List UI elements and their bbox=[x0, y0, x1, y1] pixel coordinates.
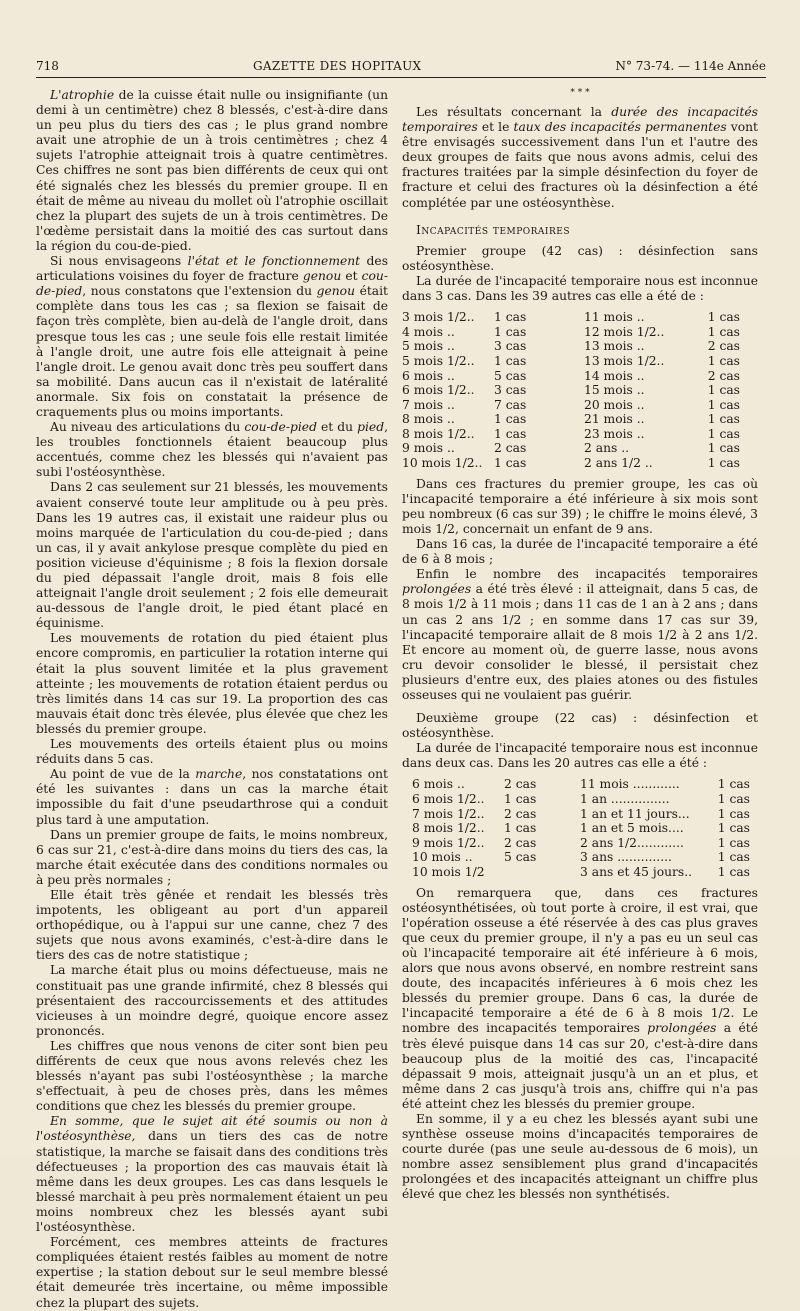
table-cell: 1 cas bbox=[707, 383, 740, 398]
group1-durations-table bbox=[402, 310, 740, 471]
table-row bbox=[412, 836, 750, 851]
table-row bbox=[402, 339, 740, 354]
paragraph-en-somme: En somme, que le sujet ait été soumis ou non à l'ostéosynthèse, dans un tiers des cas de notre statistique, la marche se faisait dans des conditions très défectueuses ; la proportion des cas mauvais était là même dans les deux groupes. Les cas dans lesquels le blessé marchait à peu près normalement étaient un peu moins nombreux chez les blessés ayant subi l'ostéosynthèse. bbox=[36, 1114, 388, 1235]
table-cell: 13 mois .. bbox=[584, 339, 645, 354]
table-cell: 1 an ............... bbox=[580, 792, 670, 807]
table-cell: 6 mois .. bbox=[402, 368, 455, 383]
table-cell bbox=[504, 865, 580, 880]
table-cell: 5 mois .. bbox=[402, 339, 455, 354]
table-cell: 1 cas bbox=[504, 792, 537, 807]
table-cell: 1 cas bbox=[707, 426, 740, 441]
paragraph-conclusion: En somme, il y a eu chez les blessés ayant subi une synthèse osseuse moins d'incapacités temporaires de courte durée (pas une seule au-dessous de 6 mois), un nombre assez sensiblement plus grand d'incapacités prolongées et des incapacités atteignant un chiffre plus élevé que chez les blessés non synthétisés. bbox=[402, 1112, 758, 1202]
journal-title: GAZETTE DES HOPITAUX bbox=[253, 59, 422, 73]
page-number: 718 bbox=[36, 59, 59, 73]
table-cell: 1 cas bbox=[707, 412, 740, 427]
table-cell: 7 mois 1/2.. bbox=[412, 806, 485, 821]
group2-text: La durée de l'incapacité temporaire nous est inconnue dans deux cas. Dans les 20 autres cas elle a été : bbox=[402, 741, 758, 771]
table-cell: 3 mois 1/2.. bbox=[402, 310, 475, 325]
table-cell: 2 cas bbox=[707, 368, 740, 383]
table-cell: 5 mois 1/2.. bbox=[402, 353, 475, 368]
paragraph-prolongees: Enfin le nombre des incapacités temporaires prolongées a été très élevé : il atteignait, dans 5 cas, de 8 mois 1/2 à 11 mois ; dans 11 cas de 1 an à 2 ans ; dans un cas 2 ans 1/2 ; en somme dans 17 cas sur 39, l'incapacité temporaire allait de 8 mois 1/2 à 2 ans 1/2. Et encore au moment où, de guerre lasse, nous avons cru devoir consolider le blessé, il persistait chez plusieurs d'entre eux, des plaies atones ou des fistules osseuses qui ne voulaient pas guérir. bbox=[402, 567, 758, 702]
table-row bbox=[402, 441, 740, 456]
paragraph-defectueuse: La marche était plus ou moins défectueuse, mais ne constituait pas une grande infirmité, chez 8 blessés qui présentaient des raccourcissements et des attitudes vicieuses à un moindre degré, quoique encore assez prononcés. bbox=[36, 963, 388, 1038]
table-cell: 8 mois 1/2.. bbox=[412, 821, 485, 836]
table-cell: 2 ans .. bbox=[584, 441, 630, 456]
table-cell: 1 cas bbox=[717, 806, 750, 821]
table-cell: 1 cas bbox=[494, 324, 527, 339]
running-header bbox=[36, 57, 766, 75]
table-row bbox=[402, 310, 740, 325]
table-cell: 1 cas bbox=[707, 324, 740, 339]
paragraph-orteils: Les mouvements des orteils étaient plus ou moins réduits dans 5 cas. bbox=[36, 737, 388, 767]
table-cell: 1 cas bbox=[717, 850, 750, 865]
paragraph-cou-de-pied: Au niveau des articulations du cou-de-pied et du pied, les troubles fonctionnels étaient beaucoup plus accentués, comme chez les blessés qui n'avaient pas subi l'ostéosynthèse. bbox=[36, 420, 388, 480]
table-cell: 11 mois ............ bbox=[580, 777, 680, 792]
paragraph-forcement: Forcément, ces membres atteints de fractures compliquées étaient restés faibles au moment de notre expertise ; la station debout sur le seul membre blessé était demeurée très incertaine, ou même impossible chez la plupart des sujets. bbox=[36, 1235, 388, 1310]
table-cell: 1 an et 11 jours... bbox=[580, 806, 690, 821]
table-cell: 1 cas bbox=[494, 456, 527, 471]
table-row bbox=[412, 792, 750, 807]
paragraph-premier-groupe-faits: Dans un premier groupe de faits, le moins nombreux, 6 cas sur 21, c'est-à-dire dans moins du tiers des cas, la marche était exécutée dans des conditions normales ou à peu près normales ; bbox=[36, 827, 388, 887]
table-row bbox=[412, 850, 750, 865]
table-row bbox=[412, 865, 750, 880]
paragraph-articulations: Si nous envisageons l'état et le fonctionnement des articulations voisines du foyer de fracture genou et cou-de-pied, nous constatons que l'extension du genou était complète dans tous les cas ; sa flexion se faisait de façon très complète, bien au-delà de l'angle droit, dans presque tous les cas ; une seule fois elle restait limitée à l'angle droit, une autre fois elle atteignait à peine l'angle droit. Le genou avait donc très peu souffert dans sa mobilité. Dans aucun cas il n'existait de latéralité anormale. Six fois on constatait la présence de craquements plus ou moins importants. bbox=[36, 254, 389, 419]
paragraph-resultats: Les résultats concernant la durée des incapacités temporaires et le taux des incapacités permanentes vont être envisagés successivement dans l'un et l'autre des deux groupes de faits que nous avons admis, celui des fractures traitées par la simple désinfection du foyer de fracture et celui des fractures où la désinfection a été complétée par une ostéosynthèse. bbox=[402, 105, 759, 210]
table-cell: 8 mois .. bbox=[402, 412, 455, 427]
table-cell: 21 mois .. bbox=[584, 412, 645, 427]
table-row bbox=[402, 354, 740, 369]
table-row bbox=[402, 412, 740, 427]
table-cell: 2 cas bbox=[504, 777, 537, 792]
paragraph-chiffres: Les chiffres que nous venons de citer sont bien peu différents de ceux que nous avons relevés chez les blessés n'ayant pas subi l'ostéosynthèse ; la marche s'effectuait, à peu de choses près, dans les mêmes conditions que chez les blessés du premier groupe. bbox=[36, 1038, 388, 1114]
paragraph-genee: Elle était très gênée et rendait les blessés très impotents, les obligeant au port d'un appareil orthopédique, ou à l'appui sur une canne, chez 7 des sujets que nous avons examinés, c'est-à-dire dans le tiers des cas de notre statistique ; bbox=[36, 887, 388, 963]
table-cell: 23 mois .. bbox=[584, 426, 645, 441]
table-cell: 1 cas bbox=[494, 412, 527, 427]
table-row bbox=[402, 398, 740, 413]
paragraph-group1-6-8: Dans 16 cas, la durée de l'incapacité temporaire a été de 6 à 8 mois ; bbox=[402, 537, 758, 567]
table-cell: 15 mois .. bbox=[584, 383, 645, 398]
table-cell: 13 mois 1/2.. bbox=[584, 353, 665, 368]
table-cell: 2 cas bbox=[707, 339, 740, 354]
group1-text: La durée de l'incapacité temporaire nous est inconnue dans 3 cas. Dans les 39 autres cas elle a été de : bbox=[402, 273, 758, 304]
table-row bbox=[412, 807, 750, 822]
table-cell: 6 mois .. bbox=[412, 777, 465, 792]
table-cell: 3 cas bbox=[494, 339, 527, 354]
table-row bbox=[402, 325, 740, 340]
right-column bbox=[402, 88, 758, 1203]
section-separator-stars: * * * bbox=[570, 88, 590, 98]
table-cell: 12 mois 1/2.. bbox=[584, 324, 665, 339]
table-cell: 10 mois 1/2 bbox=[412, 865, 485, 879]
table-cell: 8 mois 1/2.. bbox=[402, 426, 475, 441]
table-row bbox=[412, 777, 750, 792]
table-cell: 3 cas bbox=[494, 383, 527, 398]
table-cell: 1 cas bbox=[494, 353, 527, 368]
paragraph-marche: Au point de vue de la marche, nos constatations ont été les suivantes : dans un cas la marche était impossible du fait d'une pseudarthrose qui a conduit plus tard à une amputation. bbox=[36, 767, 389, 827]
table-cell: 11 mois .. bbox=[584, 310, 645, 325]
table-cell: 20 mois .. bbox=[584, 397, 645, 412]
group2-durations-table bbox=[412, 777, 750, 879]
table-cell: 5 cas bbox=[504, 850, 537, 865]
section-heading: Incapacités temporaires bbox=[416, 222, 571, 237]
table-cell: 1 cas bbox=[717, 821, 750, 836]
table-cell: 6 mois 1/2.. bbox=[402, 383, 475, 398]
group1-intro: Premier groupe (42 cas) : désinfection sans ostéosynthèse. bbox=[402, 243, 758, 273]
header-rule bbox=[36, 77, 766, 78]
issue-info: N° 73-74. — 114e Année bbox=[615, 59, 766, 73]
table-row bbox=[402, 427, 740, 442]
table-cell: 5 cas bbox=[494, 368, 527, 383]
table-cell: 2 cas bbox=[504, 835, 537, 850]
left-column bbox=[36, 88, 388, 1311]
paragraph-rotation: Les mouvements de rotation du pied étaient plus encore compromis, en particulier la rotation interne qui était la plus souvent limitée et la plus gravement atteinte ; les mouvements de rotation étaient perdus ou très limités dans 14 cas sur 19. La proportion des cas mauvais était donc très élevée, plus élevée que chez les blessés du premier groupe. bbox=[36, 631, 388, 736]
table-cell: 2 ans 1/2 .. bbox=[584, 456, 653, 471]
table-cell: 1 cas bbox=[707, 353, 740, 368]
table-cell: 7 mois .. bbox=[402, 397, 455, 412]
paragraph-mouvements: Dans 2 cas seulement sur 21 blessés, les mouvements avaient conservé toute leur amplitude ou à peu près. Dans les 19 autres cas, il existait une raideur plus ou moins marquée de l'articulation du cou-de-pied ; dans un cas, il y avait ankylose presque complète du pied en position vicieuse d'équinisme ; 8 fois la flexion dorsale du pied dépassait l'angle droit, mais 8 fois elle atteignait l'angle droit seulement ; 2 fois elle demeurait au-dessous de l'angle droit, le pied étant placé en équinisme. bbox=[36, 480, 388, 631]
table-cell: 1 cas bbox=[707, 397, 740, 412]
table-cell: 1 cas bbox=[707, 310, 740, 325]
table-cell: 1 cas bbox=[707, 441, 740, 456]
table-cell: 7 cas bbox=[494, 397, 527, 412]
table-cell: 1 cas bbox=[717, 865, 750, 879]
paragraph-remarquera: On remarquera que, dans ces fractures ostéosynthétisées, où tout porte à croire, il est vrai, que l'opération osseuse a été réservée à des cas plus graves que ceux du premier groupe, il n'y a pas eu un seul cas où l'incapacité temporaire ait été inférieure à 6 mois, alors que nous avons observé, en nombre restreint sans doute, des incapacités inférieures à 6 mois chez les blessés du premier groupe. Dans 6 cas, la durée de l'incapacité temporaire a été de 6 à 8 mois 1/2. Le nombre des incapacités temporaires prolongées a été très élevé puisque dans 14 cas sur 20, c'est-à-dire dans beaucoup plus de la moitié des cas, l'incapacité dépassait 9 mois, atteignait jusqu'à un an et plus, et même dans 2 cas jusqu'à trois ans, chiffre qui n'a pas été atteint chez les blessés du premier groupe. bbox=[402, 885, 758, 1111]
table-cell: 4 mois .. bbox=[402, 324, 455, 339]
table-cell: 1 cas bbox=[717, 777, 750, 792]
table-cell: 1 cas bbox=[504, 821, 537, 836]
paragraph-group1-analysis: Dans ces fractures du premier groupe, les cas où l'incapacité temporaire a été inférieure à six mois sont peu nombreux (6 cas sur 39) ; le chiffre le moins élevé, 3 mois 1/2, concernait un enfant de 9 ans. bbox=[402, 476, 758, 536]
table-row bbox=[402, 456, 740, 471]
paragraph-atrophie: L'atrophie de la cuisse était nulle ou insignifiante (un demi à un centimètre) chez 8 blessés, c'est-à-dire dans un peu plus du tiers des cas ; le plus grand nombre avait une atrophie de un à trois centimètres ; chez 4 sujets l'atrophie atteignait trois à quatre centimètres. Ces chiffres ne sont pas bien différents de ceux qui ont été signalés chez les blessés du premier groupe. Il en était de même au niveau du mollet où l'atrophie oscillait chez la plupart des sujets de un à trois centimètres. De l'œdème persistait dans la moitié des cas surtout dans la région du cou-de-pied. bbox=[36, 88, 388, 253]
table-cell: 3 ans .............. bbox=[580, 850, 672, 865]
table-row bbox=[402, 369, 740, 384]
table-cell: 3 ans et 45 jours.. bbox=[580, 865, 693, 879]
table-cell: 14 mois .. bbox=[584, 368, 645, 383]
table-cell: 2 cas bbox=[494, 441, 527, 456]
table-cell: 1 cas bbox=[707, 456, 740, 471]
table-cell: 10 mois .. bbox=[412, 850, 473, 865]
group2-intro: Deuxième groupe (22 cas) : désinfection et ostéosynthèse. bbox=[402, 711, 758, 741]
table-cell: 1 an et 5 mois.... bbox=[580, 821, 684, 836]
table-cell: 9 mois .. bbox=[402, 441, 455, 456]
table-cell: 6 mois 1/2.. bbox=[412, 792, 485, 807]
table-cell: 1 cas bbox=[717, 792, 750, 807]
table-cell: 9 mois 1/2.. bbox=[412, 835, 485, 850]
table-cell: 2 ans 1/2............ bbox=[580, 835, 684, 850]
table-row bbox=[402, 383, 740, 398]
table-cell: 1 cas bbox=[494, 426, 527, 441]
table-cell: 1 cas bbox=[717, 835, 750, 850]
table-cell: 2 cas bbox=[504, 806, 537, 821]
table-cell: 1 cas bbox=[494, 310, 527, 325]
table-row bbox=[412, 821, 750, 836]
table-cell: 10 mois 1/2.. bbox=[402, 456, 483, 471]
